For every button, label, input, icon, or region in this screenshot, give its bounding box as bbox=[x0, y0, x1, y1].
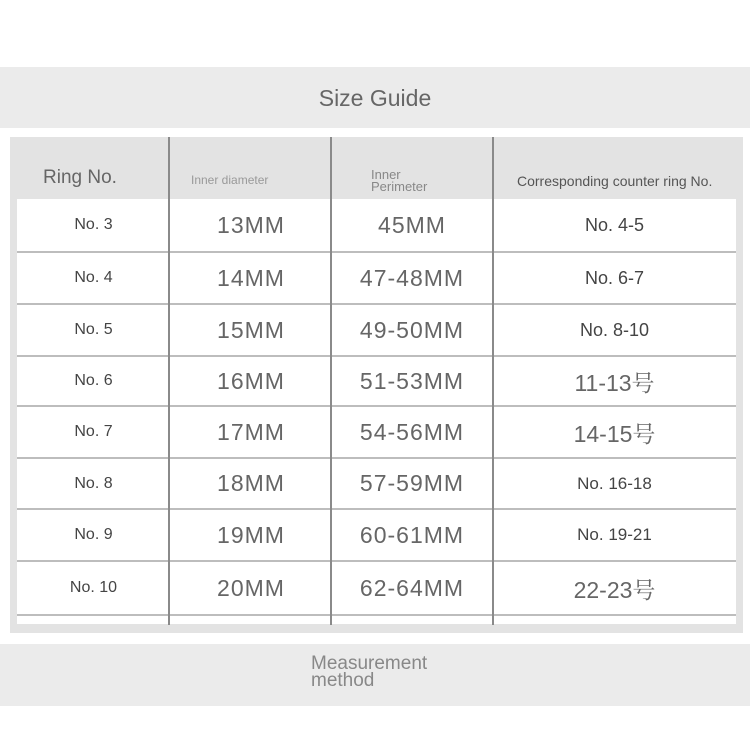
column-divider bbox=[168, 137, 170, 625]
table-row bbox=[17, 253, 736, 305]
counter-ring-cell: No. 16-18 bbox=[577, 473, 652, 493]
measurement-method-label: Measurement method bbox=[311, 653, 428, 691]
page-title: Size Guide bbox=[318, 85, 432, 111]
inner-perimeter-cell: 60-61MM bbox=[359, 521, 465, 548]
inner-perimeter-cell: 57-59MM bbox=[359, 470, 465, 496]
ring-no-cell: No. 3 bbox=[74, 216, 113, 233]
inner-perimeter-cell: 49-50MM bbox=[359, 316, 465, 343]
table-row bbox=[17, 510, 736, 562]
ring-no-cell: No. 6 bbox=[74, 372, 113, 389]
header-inner-diameter bbox=[171, 137, 331, 199]
counter-ring-cell: No. 8-10 bbox=[579, 319, 650, 340]
inner-perimeter-cell: 54-56MM bbox=[359, 418, 465, 445]
header-inner-perimeter-label: Inner Perimeter bbox=[371, 167, 428, 194]
title-band bbox=[0, 67, 750, 128]
table-row bbox=[17, 562, 736, 616]
ring-no-cell: No. 10 bbox=[69, 579, 118, 596]
counter-ring-cell: 14-15号 bbox=[573, 420, 656, 447]
header-counter-ring bbox=[493, 137, 743, 199]
table-row bbox=[17, 199, 736, 253]
ring-no-cell: No. 5 bbox=[74, 321, 113, 338]
header-ring-no bbox=[10, 137, 170, 199]
inner-diameter-cell: 16MM bbox=[217, 367, 285, 394]
table-row bbox=[17, 305, 736, 357]
inner-diameter-cell: 14MM bbox=[217, 264, 285, 291]
inner-diameter-cell: 20MM bbox=[217, 574, 285, 601]
inner-perimeter-cell: 51-53MM bbox=[359, 367, 465, 394]
header-ring-no-label: Ring No. bbox=[43, 167, 117, 188]
inner-perimeter-cell: 47-48MM bbox=[359, 264, 465, 291]
table-header bbox=[10, 137, 743, 199]
inner-perimeter-cell: 62-64MM bbox=[359, 574, 465, 601]
header-inner-perimeter bbox=[332, 137, 492, 199]
counter-ring-cell: No. 4-5 bbox=[584, 214, 645, 235]
header-counter-ring-label: Corresponding counter ring No. bbox=[517, 173, 713, 189]
counter-ring-cell: No. 6-7 bbox=[584, 267, 645, 288]
counter-ring-cell: 22-23号 bbox=[573, 576, 656, 603]
counter-ring-cell: No. 19-21 bbox=[577, 525, 652, 544]
inner-diameter-cell: 13MM bbox=[217, 211, 285, 238]
ring-no-cell: No. 7 bbox=[74, 423, 113, 440]
inner-perimeter-cell: 45MM bbox=[378, 211, 446, 238]
inner-diameter-cell: 18MM bbox=[217, 470, 285, 496]
header-inner-diameter-label: Inner diameter bbox=[191, 173, 269, 187]
size-table bbox=[10, 137, 743, 633]
footer-band bbox=[0, 644, 750, 706]
inner-diameter-cell: 19MM bbox=[217, 521, 285, 548]
column-divider bbox=[492, 137, 494, 625]
ring-no-cell: No. 8 bbox=[74, 474, 113, 492]
inner-diameter-cell: 15MM bbox=[217, 316, 285, 343]
counter-ring-cell: 11-13号 bbox=[574, 369, 655, 396]
table-row bbox=[17, 357, 736, 407]
table-body bbox=[17, 199, 736, 624]
inner-diameter-cell: 17MM bbox=[217, 418, 285, 445]
ring-no-cell: No. 9 bbox=[74, 526, 113, 543]
ring-no-cell: No. 4 bbox=[74, 269, 113, 286]
column-divider bbox=[330, 137, 332, 625]
table-row bbox=[17, 407, 736, 459]
table-row bbox=[17, 459, 736, 510]
